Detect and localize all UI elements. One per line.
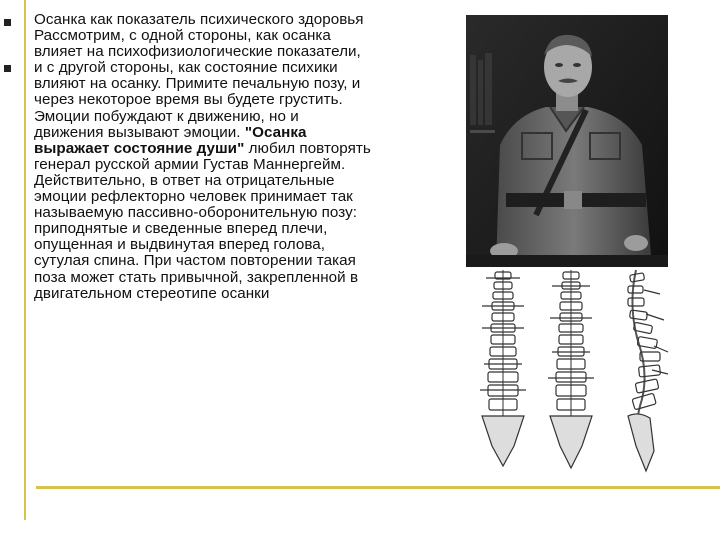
spine-side-view [628,270,668,471]
bullet-2-intro: Рассмотрим, с одной стороны, как осанка влияет на психофизиологические показатели, и с другой стороны, как состояние психики влияют на осанку. Примите печальную позу, и через некоторое время вы будете грустить. Эмоции побуждают к движению, но и движения вызывают эмоции. [34,27,361,141]
bullet-2-text [34,28,372,302]
spine-front-view-1 [480,270,526,466]
spine-front-view-2 [548,270,594,468]
portrait-photo [466,15,668,267]
bullet-marker-1 [4,19,11,26]
bullet-1-text: Осанка как показатель психического здоровья [34,11,364,28]
spine-illustrations [468,266,676,476]
bullet-2-rest: любил повторять генерал русской армии Густав Маннергейм. Действительно, в ответ на отрицательные эмоции рефлекторно человек принимает так называемую пассивно-оборонительную позу: приподнятые и сведенные вперед плечи, опущенная и выдвинутая вперед голова, сутулая спина. При частом повторении такая поза может стать привычной, закрепленной в двигательном стереотипе осанки [34,139,371,302]
mannerheim-quote: "Осанка выражает состояние души" [34,123,307,157]
bullet-marker-2 [4,65,11,72]
accent-vertical-line [24,0,26,520]
slide-text [34,12,372,302]
accent-horizontal-line [36,486,720,489]
